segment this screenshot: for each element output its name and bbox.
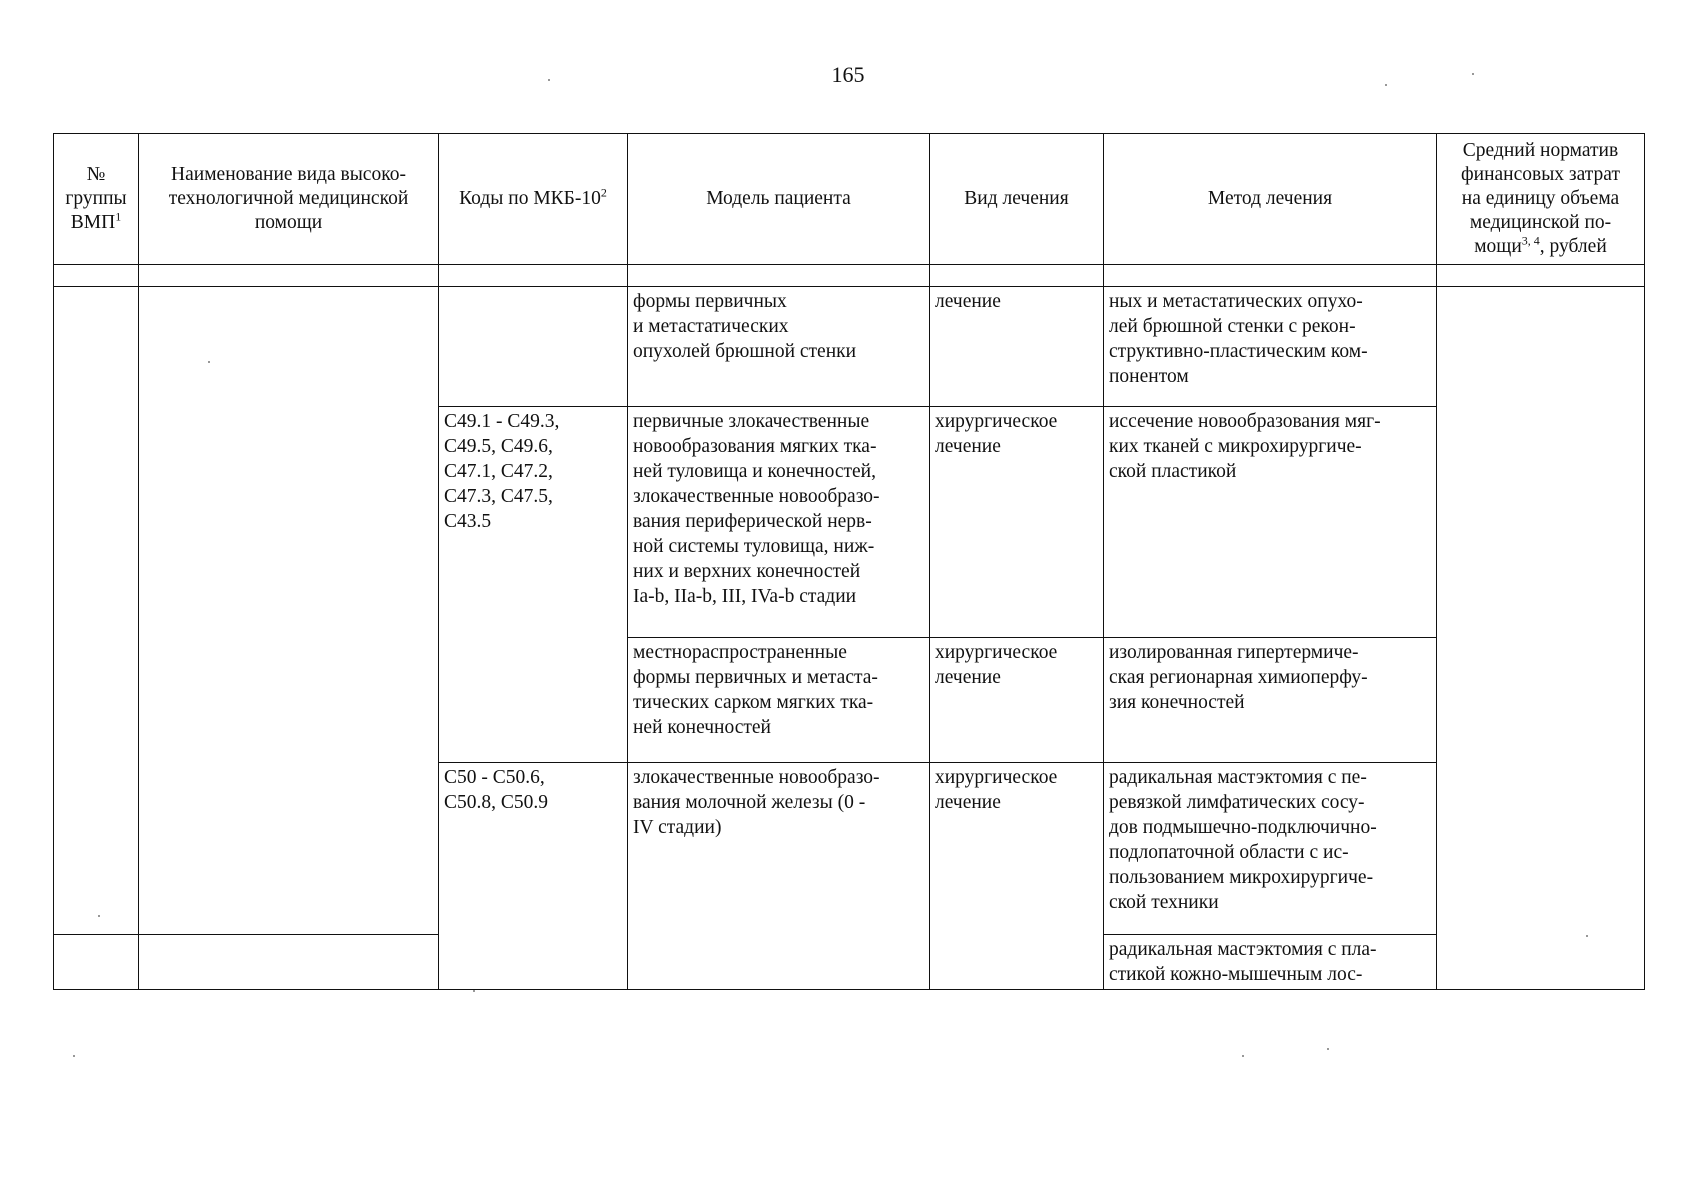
header-icd-codes: Коды по МКБ-$10^2$ xyxy=(439,134,628,265)
scan-speck xyxy=(473,990,475,992)
header-patient-model: Модель пациента xyxy=(628,134,930,265)
model-cell: первичные злокачественные новообразования мягких тка- ней туловища и конечностей, злокачественные новообразо- вания периферической нерв- ной системы туловища, ниж- них и верхних конечностей Ia-b, IIa-b, III, IVa-b стадии xyxy=(628,407,930,638)
scan-speck xyxy=(1327,1048,1329,1050)
vmp-table xyxy=(53,133,1645,990)
care-type-cell xyxy=(139,935,439,990)
group-number-cell xyxy=(54,287,139,935)
care-type-cell xyxy=(139,287,439,935)
treatment-cell: хирургическое лечение xyxy=(930,638,1104,763)
model-cell: местнораспространенные формы первичных и метаста- тических сарком мягких тка- ней конечностей xyxy=(628,638,930,763)
treatment-cell: хирургическое лечение xyxy=(930,407,1104,638)
header-row xyxy=(54,134,1645,265)
header-treatment-type: Вид лечения xyxy=(930,134,1104,265)
method-cell: радикальная мастэктомия с пла- стикой кожно-мышечным лос- xyxy=(1104,935,1437,990)
scan-speck xyxy=(73,1055,75,1057)
codes-cell: C49.1 - C49.3, C49.5, C49.6, C47.1, C47.2, C47.3, C47.5, C43.5 xyxy=(439,407,628,763)
cost-cell xyxy=(1437,287,1645,990)
model-cell: формы первичных и метастатических опухолей брюшной стенки xyxy=(628,287,930,407)
page-number: 165 xyxy=(831,62,865,87)
scan-speck xyxy=(1242,1055,1244,1057)
method-cell: иссечение новообразования мяг- ких тканей с микрохирургиче- ской пластикой xyxy=(1104,407,1437,638)
codes-cell xyxy=(439,287,628,407)
header-group-number: № группы ВМП$^1$ xyxy=(54,134,139,265)
group-number-cell xyxy=(54,935,139,990)
scan-speck xyxy=(1385,84,1387,86)
scan-speck xyxy=(1472,73,1474,75)
treatment-cell: хирургическое лечение xyxy=(930,763,1104,990)
codes-cell: C50 - C50.6, C50.8, C50.9 xyxy=(439,763,628,990)
header-treatment-method: Метод лечения xyxy=(1104,134,1437,265)
treatment-cell: лечение xyxy=(930,287,1104,407)
method-cell: радикальная мастэктомия с пе- ревязкой лимфатических сосу- дов подмышечно-подключично- подлопаточной области с ис- пользованием микрохирургиче- ской техники xyxy=(1104,763,1437,935)
header-cost-norm: Средний норматив финансовых затрат на единицу объема медицинской по- мощи$^{3, 4}$, рублей xyxy=(1437,134,1645,265)
method-cell: ных и метастатических опухо- лей брюшной стенки с рекон- структивно-пластическим ком- понентом xyxy=(1104,287,1437,407)
header-care-type: Наименование вида высоко- технологичной медицинской помощи xyxy=(139,134,439,265)
scan-speck xyxy=(548,79,550,81)
model-cell: злокачественные новообразо- вания молочной железы (0 - IV стадии) xyxy=(628,763,930,990)
spacer-row xyxy=(54,265,1645,287)
table-row xyxy=(54,287,1645,407)
method-cell: изолированная гипертермиче- ская регионарная химиоперфу- зия конечностей xyxy=(1104,638,1437,763)
